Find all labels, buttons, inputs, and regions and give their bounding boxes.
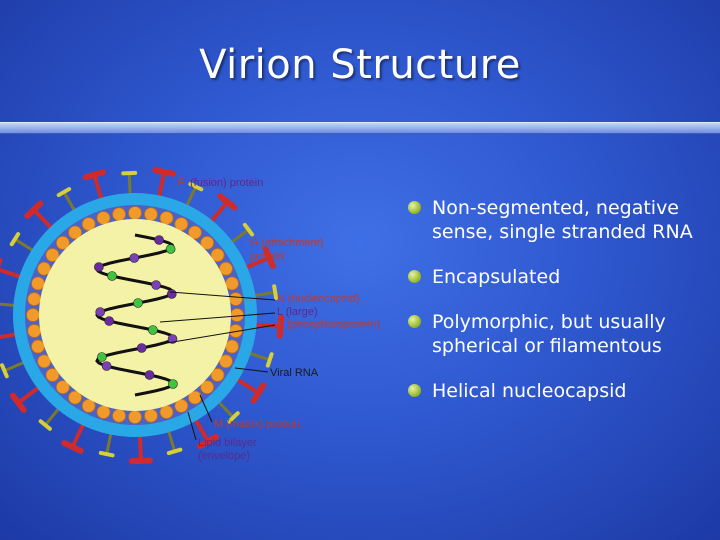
label-g-protein-1: G (attachment) [250,237,324,249]
f-protein-head [12,234,18,244]
nucleocapsid-protein [168,380,177,389]
matrix-protein-bead [129,411,142,424]
g-protein-head [155,170,173,174]
g-protein-spike [210,202,228,224]
nucleocapsid-protein [148,326,157,335]
matrix-protein-bead [28,324,41,337]
g-protein-head [254,385,264,400]
g-protein-head [132,461,150,462]
label-lipid-2: (envelope) [198,450,250,462]
g-protein-spike [140,433,141,461]
matrix-protein-bead [129,207,142,220]
nucleocapsid-protein [155,236,164,245]
nucleocapsid-protein [166,245,175,254]
nucleocapsid-protein [130,254,139,263]
nucleocapsid-protein [97,353,106,362]
label-viral-rna: Viral RNA [270,367,319,379]
bullet-icon [408,201,421,214]
matrix-protein-bead [31,277,44,290]
f-protein-head [268,354,272,365]
matrix-protein-bead [113,208,126,221]
bullet-text: Encapsulated [432,266,561,288]
g-protein-spike [18,386,40,403]
matrix-protein-bead [229,293,242,306]
nucleocapsid-protein [105,317,114,326]
matrix-protein-bead [226,340,239,353]
f-protein-head [2,365,7,376]
nucleocapsid-protein [94,263,103,272]
label-g-protein-2: protein [250,251,284,263]
bullet-item [408,265,718,289]
matrix-protein-bead [27,309,40,322]
label-p-protein: P (phosphoroprotein) [277,319,381,331]
bullet-item [408,196,718,244]
matrix-protein-bead [231,309,244,322]
bullet-text: Non-segmented, negative sense, single stranded RNA [432,197,693,243]
label-l-protein: L (large) [277,306,318,318]
matrix-protein-bead [97,406,110,419]
nucleocapsid-protein [167,290,176,299]
nucleocapsid-protein [145,371,154,380]
matrix-protein-bead [160,211,173,224]
f-protein-head [274,286,276,298]
label-m-protein: M (matrix) protein [214,418,301,430]
nucleocapsid-protein [96,308,105,317]
f-protein-head [59,189,69,195]
matrix-protein-bead [144,409,157,422]
nucleocapsid-protein [102,362,111,371]
g-protein-spike [94,175,102,202]
matrix-protein-bead [31,340,44,353]
g-protein-head [86,172,103,177]
g-protein-spike [159,172,165,199]
f-protein-head [101,453,113,455]
nucleocapsid-protein [133,299,142,308]
bullet-list [408,196,718,424]
nucleocapsid-protein [108,272,117,281]
bullet-icon [408,270,421,283]
g-protein-spike [34,210,53,230]
matrix-protein-bead [160,406,173,419]
bullet-item [408,310,718,358]
nucleocapsid-protein [152,281,161,290]
g-protein-head [64,443,80,451]
matrix-protein-bead [113,409,126,422]
bullet-text: Polymorphic, but usually spherical or filamentous [432,311,666,357]
matrix-protein-bead [144,208,157,221]
matrix-protein-bead [28,293,41,306]
f-protein-head [169,450,181,453]
label-n-protein: N (nucleocapsid) [277,293,360,305]
bullet-icon [408,384,421,397]
g-protein-spike [235,378,259,393]
matrix-protein-bead [226,277,239,290]
nucleocapsid-protein [137,344,146,353]
bullet-text: Helical nucleocapsid [432,380,627,402]
bullet-icon [408,315,421,328]
label-f-letter: F [178,177,185,189]
g-protein-spike [72,422,84,447]
matrix-protein-bead [97,211,110,224]
slide-title: Virion Structure [199,42,521,88]
bullet-item [408,379,718,403]
label-lipid-1: Lipid bilayer [198,437,257,449]
label-f-protein: (fusion) protein [190,177,264,189]
capsid-interior [39,219,231,411]
